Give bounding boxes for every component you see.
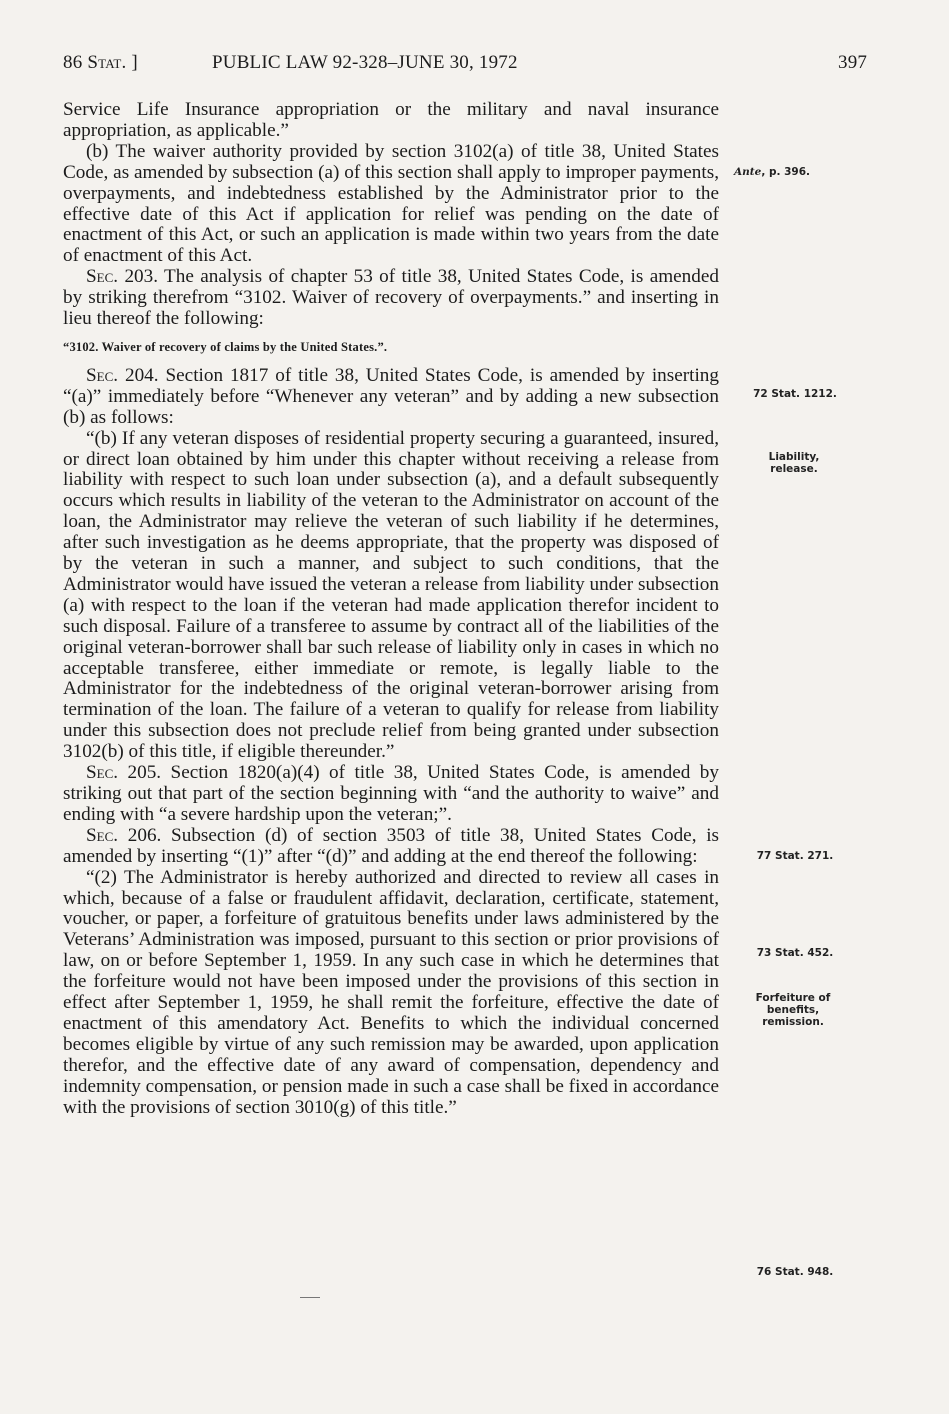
header-citation-text: 86 Stat. ] (63, 52, 138, 73)
section-203-text: The analysis of chapter 53 of title 38, United States Code, is amended by striking therefrom “3102. Waiver of recovery of overpayments.” and inserting in lieu thereof the following: (63, 266, 719, 330)
margin-note-77-stat-271: 77 Stat. 271. (756, 850, 834, 862)
header-citation (63, 52, 138, 74)
section-205-text: Section 1820(a)(4) of title 38, United States Code, is amended by striking out that part of the section beginning with “and the authority to waive” and ending with “a severe hardship upon the veteran;”. (63, 762, 719, 825)
section-206-label: Sec. 206. (86, 824, 162, 846)
section-206-text: Subsection (d) of section 3503 of title 38, United States Code, is amended by inserting “(1)” after “(d)” and adding at the end thereof the following: (63, 824, 719, 867)
paragraph-1: Service Life Insurance appropriation or the military and naval insurance appropriation, as applicable.” (63, 99, 719, 141)
section-204-text: Section 1817 of title 38, United States Code, is amended by inserting “(a)” immediately before “Whenever any veteran” and by adding a new subsection (b) as follows: (63, 364, 719, 428)
section-203 (63, 267, 719, 330)
margin-note-ante-italic: Ante (734, 166, 762, 178)
section-205 (63, 763, 719, 826)
inserted-heading: “3102. Waiver of recovery of claims by the United States.”. (63, 339, 388, 354)
header-title: PUBLIC LAW 92-328–JUNE 30, 1972 (212, 52, 518, 73)
section-206 (63, 826, 719, 868)
section-204-label: Sec. 204. (86, 364, 159, 386)
end-rule (300, 1297, 320, 1298)
margin-note-72-stat-1212: 72 Stat. 1212. (753, 388, 837, 400)
margin-note-forfeiture: Forfeiture of benefits, remission. (755, 992, 831, 1028)
section-203-label: Sec. 203. (86, 266, 159, 288)
paragraph-2-insert: “(2) The Administrator is hereby authorized and directed to review all cases in which, because of a false or fraudulent affidavit, declaration, certificate, statement, voucher, or paper, a forfeiture of gratuitous benefits under laws administered by the Veterans’ Administration was imposed, pursuant to this section or prior provisions of law, on or before September 1, 1959. In any such case in which he determines that the forfeiture would not have been imposed under the provisions of this section in effect after September 1, 1959, he shall remit the forfeiture, effective the date of enactment of this amendatory Act. Benefits to which the individual concerned becomes eligible by virtue of any such remission may be awarded, upon application therefor, and the effective date of any award of compensation, dependency and indemnity compensation, or pension made in such a case shall be fixed in accordance with the provisions of section 3010(g) of this title.” (63, 866, 719, 1118)
section-204 (63, 366, 719, 429)
page-number: 397 (838, 52, 868, 73)
margin-note-liability: Liability, release. (768, 451, 820, 475)
margin-note-ante-rest: , p. 396. (761, 166, 811, 178)
margin-note-76-stat-948: 76 Stat. 948. (756, 1266, 834, 1278)
margin-note-ante (734, 166, 852, 178)
subsection-b: “(b) If any veteran disposes of residential property securing a guaranteed, insured, or direct loan obtained by him under this chapter without receiving a release from liability with respect to such loan under subsection (a), and a default subsequently occurs which results in liability of the veteran to the Administrator on account of the loan, the Administrator may relieve the veteran of such liability if he determines, after such investigation as he deems appropriate, that the property was disposed of by the veteran in such a manner, and subject to such conditions, that the Administrator would have issued the veteran a release from liability under subsection (a) with respect to the loan if the veteran had made application therefor incident to such disposal. Failure of a transferee to assume by contract all of the liabilities of the original veteran-borrower shall bar such release of liability only in cases in which no acceptable transferee, either immediate or remote, is legally liable to the Administrator for the indebtedness of the original veteran-borrower arising from termination of the loan. The failure of a veteran to qualify for release from liability under this subsection does not preclude relief from being granted under subsection 3102(b) of this title, if eligible thereunder.” (63, 427, 719, 763)
margin-note-73-stat-452: 73 Stat. 452. (756, 947, 834, 959)
main-text (63, 100, 719, 1119)
paragraph-2: (b) The waiver authority provided by section 3102(a) of title 38, United States Code, as amended by subsection (a) of this section shall apply to improper payments, overpayments, and indebtedness established by the Administrator prior to the effective date of this Act if application for relief was pending on the date of enactment of this Act, or such an application is made within two years from the date of enactment of this Act. (63, 140, 719, 267)
section-205-label: Sec. 205. (86, 762, 162, 784)
